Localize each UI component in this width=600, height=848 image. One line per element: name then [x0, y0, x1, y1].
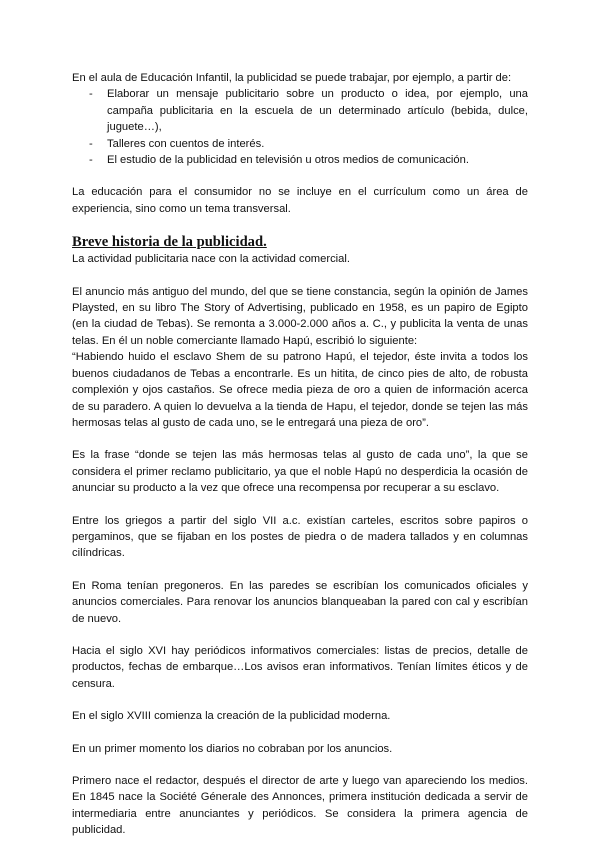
paragraph: Entre los griegos a partir del siglo VII a.c. existían carteles, escritos sobre papiros o pergaminos, que se fijaban en los postes de piedra o de madera tallados y en columnas cilíndricas.: [72, 514, 528, 560]
paragraph: La actividad publicitaria nace con la actividad comercial.: [72, 253, 350, 266]
paragraph: En Roma tenían pregoneros. En las paredes se escribían los comunicados oficiales y anuncios comerciales. Para renovar los anuncios blanqueaban la pared con cal y escribían de nuevo.: [72, 579, 528, 625]
papyrus-quote: “Habiendo huido el esclavo Shem de su patrono Hapú, el tejedor, éste invita a todos los buenos ciudadanos de Tebas a encontrarle. Es un hitita, de cinco pies de alto, de robusta complexión y ojos castaños. Se ofrece media pieza de oro a quien de información acerca de su paradero. A quien lo devuelva a la tienda de Hapu, el tejedor, donde se tejen las más hermosas telas al gusto de cada uno, se le entregará una pieza de oro”.: [72, 351, 528, 429]
consumer-education-paragraph: La educación para el consumidor no se incluye en el currículum como un área de experiencia, sino como un tema transversal.: [72, 186, 528, 215]
paragraph: En el siglo XVIII comienza la creación de la publicidad moderna.: [72, 710, 391, 723]
page-content: [72, 70, 528, 839]
list-item: - El estudio de la publicidad en televisión u otros medios de comunicación.: [72, 152, 528, 168]
activity-list: [72, 86, 528, 168]
list-item: - Elaborar un mensaje publicitario sobre un producto o idea, por ejemplo, una campaña publicitaria en la escuela de un determinado artículo (bebida, dulce, juguete…),: [72, 86, 528, 135]
paragraph: Es la frase “donde se tejen las más hermosas telas al gusto de cada uno”, la que se considera el primer reclamo publicitario, ya que el noble Hapú no desperdicia la ocasión de anunciar su producto a la vez que ofrece una recompensa por recuperar a su esclavo.: [72, 449, 528, 495]
paragraph: El anuncio más antiguo del mundo, del que se tiene constancia, según la opinión de James Playsted, en su libro The Story of Advertising, publicado en 1958, es un papiro de Egipto (en la ciudad de Tebas). Se remonta a 3.000-2.000 años a. C., y publicita la venta de unas telas. En él un noble comerciante llamado Hapú, escribió lo siguiente:: [72, 285, 528, 347]
list-item: - Talleres con cuentos de interés.: [72, 136, 528, 152]
paragraph: Hacia el siglo XVI hay periódicos informativos comerciales: listas de precios, detalle de productos, fechas de embarque…Los avisos eran informativos. Tenían límites éticos y de censura.: [72, 644, 528, 690]
intro-paragraph: En el aula de Educación Infantil, la publicidad se puede trabajar, por ejemplo, a partir de:: [72, 72, 512, 84]
paragraph: En un primer momento los diarios no cobraban por los anuncios.: [72, 742, 393, 755]
section-heading: Breve historia de la publicidad.: [72, 234, 267, 251]
paragraph: Primero nace el redactor, después el director de arte y luego van apareciendo los medios. En 1845 nace la Société Génerale des Annonces, primera institución dedicada a servir de intermediaria entre anunciantes y periódicos. Se considera la primera agencia de publicidad.: [72, 775, 528, 837]
